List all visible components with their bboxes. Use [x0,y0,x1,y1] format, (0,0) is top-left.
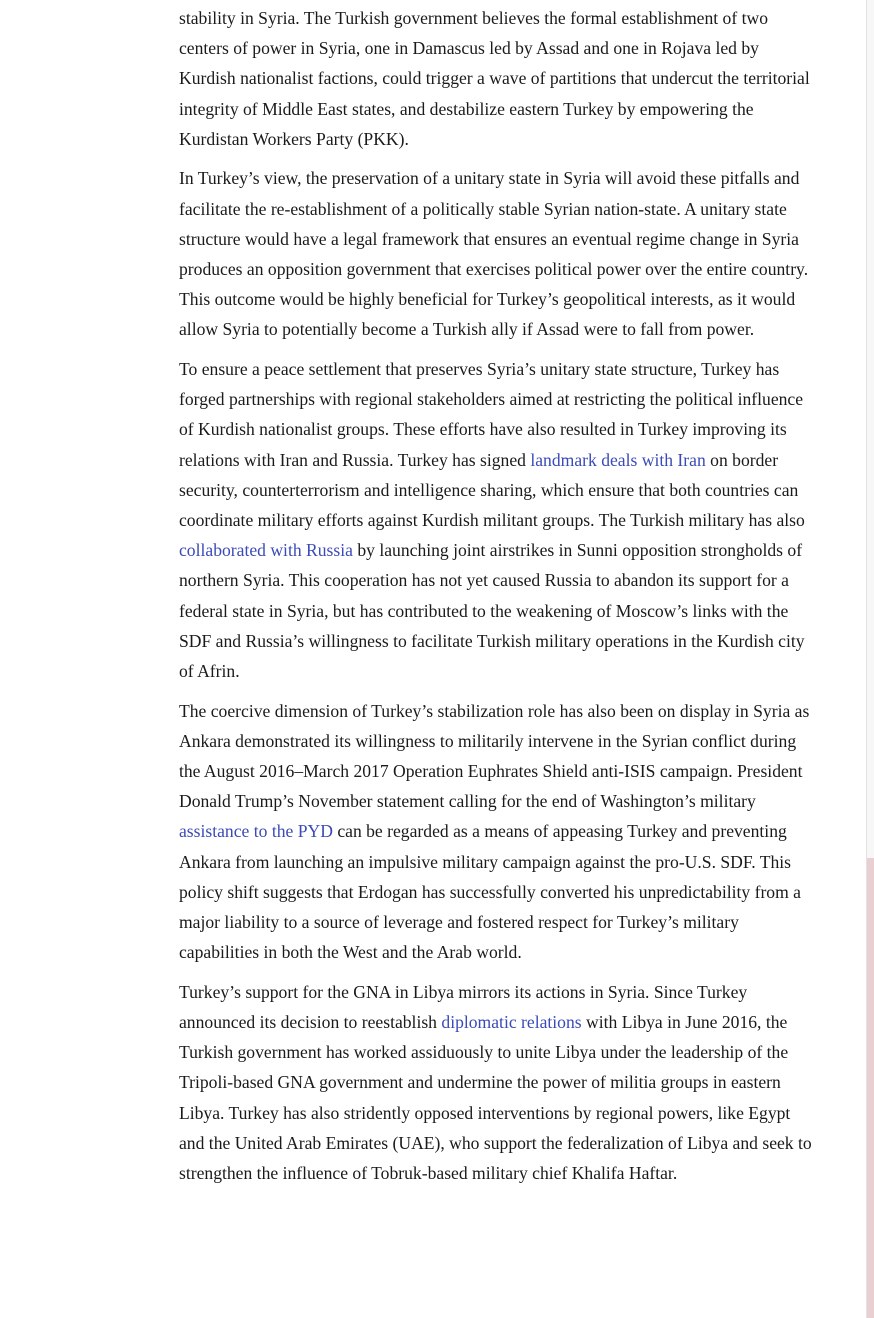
paragraph-text: Turkey’s support for the GNA in Libya mirrors its actions in Syria. Since Turkey announced its decision to reestablish [179,981,748,1033]
link-diplomatic-relations[interactable]: diplomatic relations [441,1012,582,1033]
paragraph [179,696,819,968]
paragraph-text: can be regarded as a means of appeasing Turkey and preventing Ankara from launching an impulsive military campaign against the pro-U.S. SDF. This policy shift suggests that Erdogan has successfully converted his unpredictability from a major liability to a source of leverage and fostered respect for Turkey’s military capabilities in both the West and the Arab world. [179,821,801,963]
paragraph-text: on border security, counterterrorism and intelligence sharing, which ensure that both countries can coordinate military efforts against Kurdish militant groups. The Turkish military has also [179,449,805,531]
article-body [179,3,819,1198]
paragraph-text: with Libya in June 2016, the Turkish government has worked assiduously to unite Libya under the leadership of the Tripoli-based GNA government and undermine the power of militia groups in eastern Libya. Turkey has also stridently opposed interventions by regional powers, like Egypt and the United Arab Emirates (UAE), who support the federalization of Libya and seek to strengthen the influence of Tobruk-based military chief Khalifa Haftar. [179,1012,812,1184]
paragraph [179,3,819,154]
paragraph [179,977,819,1188]
link-landmark-deals-with-iran[interactable]: landmark deals with Iran [530,449,706,470]
paragraph-text: The coercive dimension of Turkey’s stabilization role has also been on display in Syria as Ankara demonstrated its willingness to militarily intervene in the Syrian conflict during the August 2016–March 2017 Operation Euphrates Shield anti-ISIS campaign. President Donald Trump’s November statement calling for the end of Washington’s military [179,700,810,812]
link-assistance-to-the-pyd[interactable]: assistance to the PYD [179,821,333,842]
paragraph-text: In Turkey’s view, the preservation of a unitary state in Syria will avoid these pitfalls and facilitate the re-establishment of a politically stable Syrian nation-state. A unitary state structure would have a legal framework that ensures an eventual regime change in Syria produces an opposition government that exercises political power over the entire country. This outcome would be highly beneficial for Turkey’s geopolitical interests, as it would allow Syria to potentially become a Turkish ally if Assad were to fall from power. [179,168,809,340]
page-scrollbar[interactable] [867,0,874,1318]
scroll-indicator [867,858,874,1318]
paragraph [179,354,819,686]
link-collaborated-with-russia[interactable]: collaborated with Russia [179,540,353,561]
paragraph [179,163,819,344]
paragraph-text: To ensure a peace settlement that preserves Syria’s unitary state structure, Turkey has forged partnerships with regional stakeholders aimed at restricting the political influence of Kurdish nationalist groups. These efforts have also resulted in Turkey improving its relations with Iran and Russia. Turkey has signed [179,359,804,470]
paragraph-text: by launching joint airstrikes in Sunni opposition strongholds of northern Syria. This cooperation has not yet caused Russia to abandon its support for a federal state in Syria, but has contributed to the weakening of Moscow’s links with the SDF and Russia’s willingness to facilitate Turkish military operations in the Kurdish city of Afrin. [179,540,805,682]
paragraph-text: stability in Syria. The Turkish government believes the formal establishment of two centers of power in Syria, one in Damascus led by Assad and one in Rojava led by Kurdish nationalist factions, could trigger a wave of partitions that undercut the territorial integrity of Middle East states, and destabilize eastern Turkey by empowering the Kurdistan Workers Party (PKK). [179,8,810,149]
